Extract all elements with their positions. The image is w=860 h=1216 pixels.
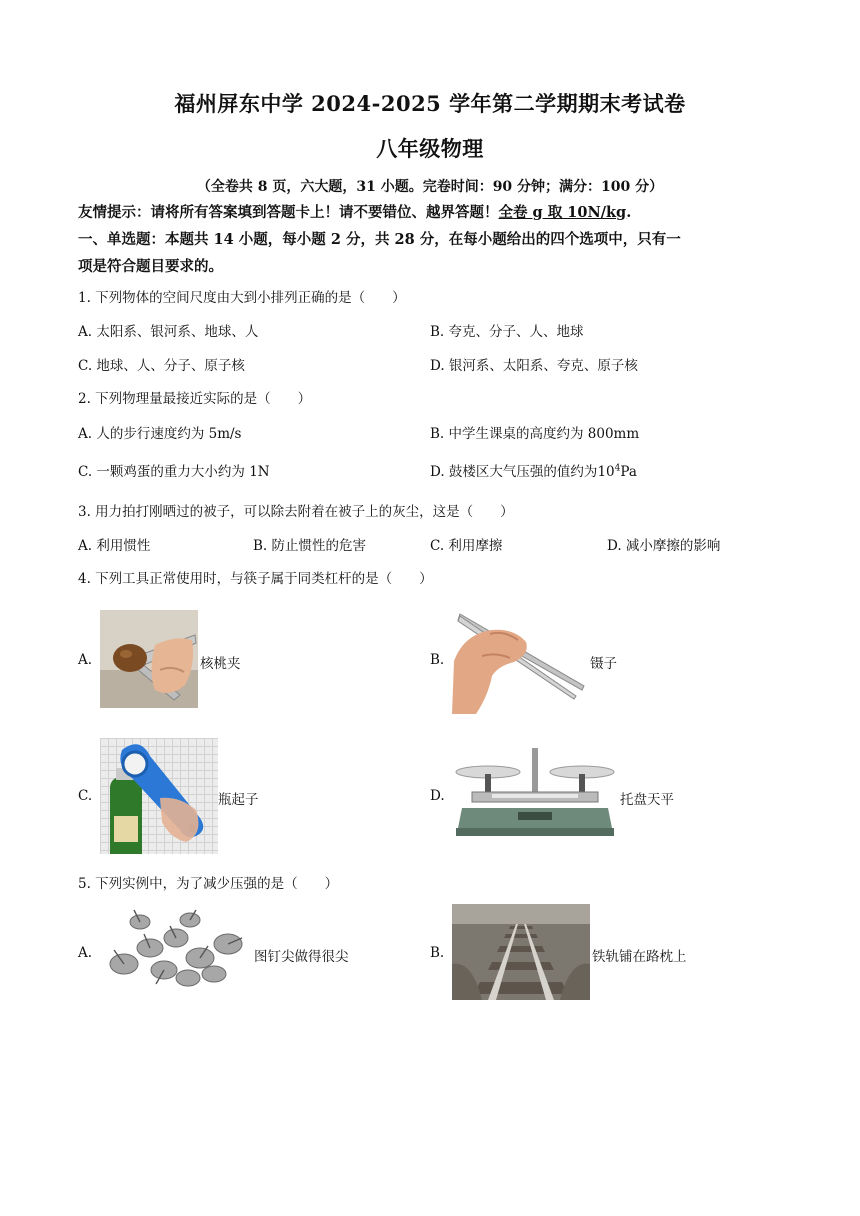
- question-4-option-c-label: 瓶起子: [218, 792, 259, 808]
- question-5-option-a-label: 图钉尖做得很尖: [254, 949, 349, 965]
- question-5-option-a-letter: A.: [78, 945, 93, 961]
- exam-subject: 八年级物理: [376, 136, 484, 161]
- question-1-option-c: C. 地球、人、分子、原子核: [78, 358, 245, 374]
- tip-prefix: 友情提示：请将所有答案填到答题卡上！请不要错位、越界答题！: [78, 204, 499, 221]
- exam-title: 福州屏东中学 2024-2025 学年第二学期期末考试卷: [174, 91, 686, 116]
- question-1-option-d: D. 银河系、太阳系、夸克、原子核: [430, 358, 638, 374]
- tweezers-image: [452, 606, 588, 716]
- question-4-option-a-label: 核桃夹: [200, 656, 241, 672]
- friendly-tip: [78, 201, 631, 222]
- tip-underlined: 全卷 g 取 10N/kg: [498, 204, 627, 221]
- question-1-option-a: A. 太阳系、银河系、地球、人: [78, 324, 259, 340]
- question-4-option-b-letter: B.: [430, 652, 445, 668]
- question-3-option-d: D. 减小摩擦的影响: [607, 538, 721, 554]
- question-1-option-b: B. 夸克、分子、人、地球: [430, 324, 584, 340]
- question-4-option-d-label: 托盘天平: [620, 792, 674, 808]
- pressure-exponent: 4: [614, 463, 621, 474]
- question-4-option-d-letter: D.: [430, 788, 445, 804]
- railway-track-image: [452, 904, 590, 1000]
- pressure-unit: Pa: [620, 464, 637, 480]
- question-3-option-c: C. 利用摩擦: [430, 538, 503, 554]
- balance-scale-image: [452, 744, 618, 840]
- tip-suffix: .: [626, 204, 632, 221]
- question-4-option-a-letter: A.: [78, 652, 93, 668]
- walnut-cracker-image: [100, 610, 198, 708]
- thumbtacks-image: [104, 908, 250, 990]
- pressure-base: 10: [597, 464, 615, 480]
- question-5-option-b-label: 铁轨铺在路枕上: [592, 949, 687, 965]
- question-5-option-b-letter: B.: [430, 945, 445, 961]
- question-4-option-c-letter: C.: [78, 788, 93, 804]
- question-4-option-b-label: 镊子: [590, 656, 617, 672]
- section-heading-line2: 项是符合题目要求的。: [78, 258, 223, 275]
- question-1-stem: 1. 下列物体的空间尺度由大到小排列正确的是（ ）: [78, 290, 406, 306]
- question-4-stem: 4. 下列工具正常使用时，与筷子属于同类杠杆的是（ ）: [78, 571, 433, 587]
- section-heading-line1: 一、单选题：本题共 14 小题，每小题 2 分，共 28 分，在每小题给出的四个选项中，只有一: [78, 231, 681, 248]
- bottle-opener-image: [100, 738, 218, 854]
- question-2-option-b: B. 中学生课桌的高度约为 800mm: [430, 426, 640, 442]
- question-2-option-d-text: D. 鼓楼区大气压强的值约为: [430, 464, 598, 480]
- question-2-option-a: A. 人的步行速度约为 5m/s: [78, 426, 242, 442]
- question-5-stem: 5. 下列实例中，为了减少压强的是（ ）: [78, 876, 339, 892]
- question-2-stem: 2. 下列物理量最接近实际的是（ ）: [78, 391, 312, 407]
- question-2-option-c: C. 一颗鸡蛋的重力大小约为 1N: [78, 464, 270, 480]
- question-3-stem: 3. 用力拍打刚晒过的被子，可以除去附着在被子上的灰尘，这是（ ）: [78, 504, 514, 520]
- question-3-option-a: A. 利用惯性: [78, 538, 151, 554]
- question-3-option-b: B. 防止惯性的危害: [253, 538, 367, 554]
- question-2-option-d: [430, 460, 637, 480]
- exam-info: （全卷共 8 页，六大题，31 小题。完卷时间：90 分钟；满分：100 分）: [196, 179, 664, 195]
